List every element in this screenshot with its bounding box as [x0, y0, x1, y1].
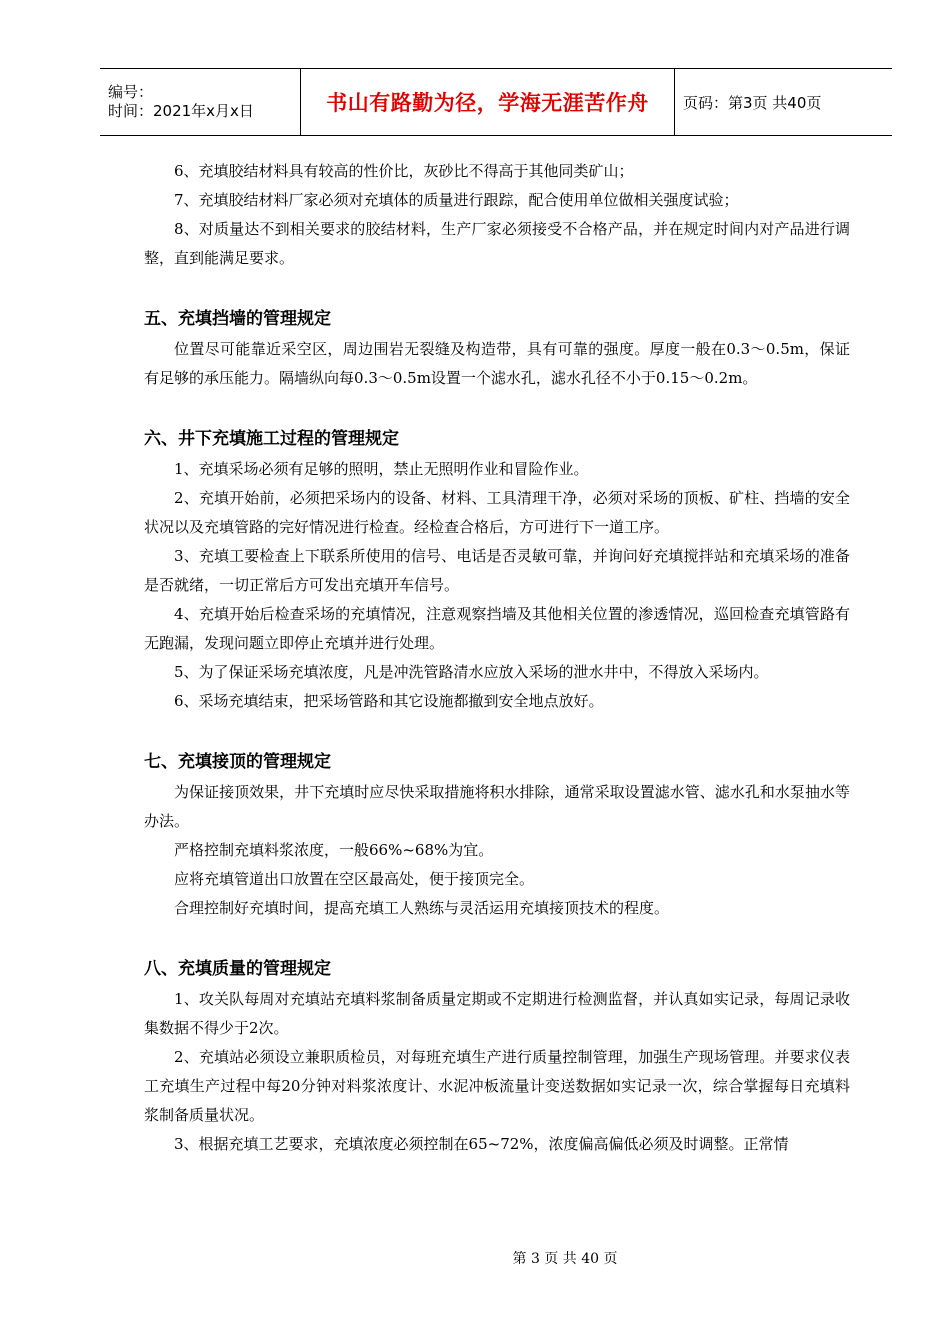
paragraph: 5、为了保证采场充填浓度，凡是冲洗管路清水应放入采场的泄水井中，不得放入采场内。 — [174, 663, 769, 681]
section-construction-process — [144, 424, 850, 716]
intro-block — [144, 157, 850, 273]
paragraph: 2、充填开始前，必须把采场内的设备、材料、工具清理干净，必须对采场的顶板、矿柱、挡墙的安全状况以及充填管路的完好情况进行检查。经检查合格后，方可进行下一道工序。 — [144, 489, 850, 536]
section-title: 八、充填质量的管理规定 — [144, 959, 331, 979]
section-quality — [144, 954, 850, 1159]
paragraph: 1、充填采场必须有足够的照明，禁止无照明作业和冒险作业。 — [174, 460, 589, 478]
header-motto-cell — [301, 69, 675, 135]
paragraph: 2、充填站必须设立兼职质检员，对每班充填生产进行质量控制管理，加强生产现场管理。并要求仪表工充填生产过程中每20分钟对料浆浓度计、水泥冲板流量计变送数据如实记录一次，综合掌握每日充填料浆制备质量状况。 — [144, 1048, 850, 1124]
paragraph: 7、充填胶结材料厂家必须对充填体的质量进行跟踪，配合使用单位做相关强度试验； — [174, 191, 739, 209]
paragraph: 6、采场充填结束，把采场管路和其它设施都撤到安全地点放好。 — [174, 692, 604, 710]
header-page-info — [675, 69, 892, 135]
paragraph: 应将充填管道出口放置在空区最高处，便于接顶完全。 — [174, 870, 535, 888]
footer-page-number: 第 3 页 共 40 页 — [512, 1251, 618, 1267]
document-header — [100, 68, 892, 136]
paragraph: 位置尽可能靠近采空区，周边围岩无裂缝及构造带，具有可靠的强度。厚度一般在0.3～0.5m，保证有足够的承压能力。隔墙纵向每0.3～0.5m设置一个滤水孔，滤水孔径不小于0.15～0.2m。 — [144, 340, 850, 387]
paragraph: 6、充填胶结材料具有较高的性价比，灰砂比不得高于其他同类矿山； — [174, 162, 634, 180]
section-title: 五、充填挡墙的管理规定 — [144, 309, 331, 329]
paragraph: 1、攻关队每周对充填站充填料浆制备质量定期或不定期进行检测监督，并认真如实记录，每周记录收集数据不得少于2次。 — [144, 990, 850, 1037]
header-meta — [100, 69, 301, 135]
paragraph: 8、对质量达不到相关要求的胶结材料，生产厂家必须接受不合格产品，并在规定时间内对产品进行调整，直到能满足要求。 — [144, 220, 850, 267]
document-body — [144, 157, 850, 1159]
paragraph: 为保证接顶效果，井下充填时应尽快采取措施将积水排除，通常采取设置滤水管、滤水孔和水泵抽水等办法。 — [144, 783, 850, 830]
section-retaining-wall — [144, 304, 850, 393]
code-label: 编号： — [108, 83, 154, 101]
section-roof-contact — [144, 747, 850, 923]
paragraph: 合理控制好充填时间，提高充填工人熟练与灵活运用充填接顶技术的程度。 — [174, 899, 670, 917]
section-title: 七、充填接顶的管理规定 — [144, 752, 331, 772]
paragraph: 3、充填工要检查上下联系所使用的信号、电话是否灵敏可靠，并询问好充填搅拌站和充填采场的准备是否就绪，一切正常后方可发出充填开车信号。 — [144, 547, 850, 594]
time-label: 时间：2021年x月x日 — [108, 102, 254, 120]
paragraph: 严格控制充填料浆浓度，一般66%~68%为宜。 — [174, 841, 494, 859]
section-title: 六、井下充填施工过程的管理规定 — [144, 429, 399, 449]
paragraph: 3、根据充填工艺要求，充填浓度必须控制在65~72%，浓度偏高偏低必须及时调整。正常情 — [174, 1135, 789, 1153]
page-footer — [0, 1248, 950, 1268]
motto-text: 书山有路勤为径，学海无涯苦作舟 — [326, 91, 649, 115]
paragraph: 4、充填开始后检查采场的充填情况，注意观察挡墙及其他相关位置的渗透情况，巡回检查充填管路有无跑漏，发现问题立即停止充填并进行处理。 — [144, 605, 850, 652]
page-info-text: 页码：第3页 共40页 — [683, 93, 822, 112]
